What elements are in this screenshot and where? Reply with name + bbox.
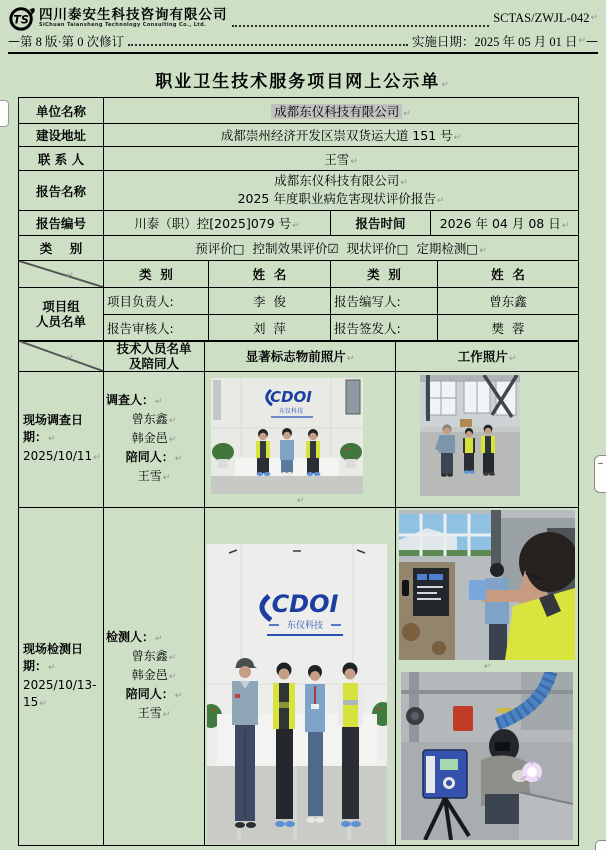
- letterhead-row-2: [8, 32, 598, 50]
- paragraph-mark-icon: ↵: [162, 710, 171, 720]
- paragraph-mark-icon: ↵: [48, 662, 56, 673]
- category-options-cell: [104, 236, 579, 261]
- landmark-photo-header-cell: [205, 341, 396, 372]
- page-title: [0, 67, 606, 92]
- detection-date-cell: [19, 508, 104, 846]
- report-time-label-cell: [331, 211, 431, 236]
- detection-date-label-line1: 现场检测日: [23, 641, 84, 656]
- unit-name-value: 成都东仪科技有限公司: [271, 104, 402, 119]
- work-photo-header: 工作照片: [457, 349, 508, 364]
- report-no-label-cell: [19, 211, 104, 236]
- paragraph-mark-icon: ↵: [400, 177, 408, 188]
- team-header-name-2-text: 姓 名: [491, 266, 525, 282]
- row-report-no: [19, 211, 579, 236]
- detection-row: [19, 508, 579, 846]
- team-header-category-2-text: 类 别: [367, 266, 401, 282]
- report-no-value: 川泰（职）控[2025]079 号: [134, 216, 292, 231]
- paragraph-mark-icon: ↵: [590, 13, 598, 23]
- paragraph-mark-icon: ↵: [350, 156, 358, 167]
- letterhead-row-1: [8, 5, 598, 31]
- survey-work-photo-cell: [396, 372, 579, 508]
- implementation-date: 实施日期：2025 年 05 月 01 日: [411, 35, 578, 49]
- survey-work-photo: [420, 375, 520, 496]
- paragraph-mark-icon: ↵: [403, 108, 411, 119]
- revision-text: 第 8 版·第 0 次修订: [20, 35, 125, 49]
- detection-date-label-line2: 期：: [23, 658, 48, 673]
- paragraph-mark-icon: ↵: [155, 397, 163, 407]
- detection-role-label: 检测人：: [106, 630, 155, 644]
- survey-date-label-line1: 现场调查日: [23, 413, 84, 427]
- paragraph-mark-icon: ↵: [453, 133, 462, 143]
- team-r1-cat2-cell: [331, 287, 438, 314]
- detection-work-photos: [396, 508, 578, 840]
- paragraph-mark-icon: ↵: [479, 246, 487, 256]
- paragraph-mark-icon: ↵: [174, 691, 183, 701]
- survey-date-label-line2: 期：: [23, 430, 48, 444]
- paragraph-mark-icon: ↵: [561, 221, 570, 231]
- paragraph-mark-icon: ↵: [39, 698, 47, 709]
- detection-work-photo-1: [399, 510, 575, 660]
- detection-escort-name: 王雪: [137, 706, 162, 720]
- contact-label: 联 系 人: [37, 151, 85, 167]
- survey-date-value: 2025/10/11: [23, 449, 93, 463]
- survey-landmark-photo-cell: [205, 372, 396, 508]
- paragraph-mark-icon: ↵: [483, 662, 492, 672]
- report-no-label: 报告编号: [35, 216, 86, 231]
- paragraph-mark-icon: ↵: [48, 434, 56, 444]
- team-r1-cat1-cell: [104, 287, 209, 314]
- row-category: [19, 236, 579, 261]
- address-label: 建设地址: [35, 128, 86, 143]
- paragraph-mark-icon: ↵: [296, 496, 305, 506]
- report-time-label: 报告时间: [355, 216, 406, 231]
- cdoi-logo-subtext: 东仪科技: [278, 408, 304, 415]
- survey-people-block: [106, 392, 202, 487]
- row-address: [19, 124, 579, 147]
- photo-header-row: [19, 341, 579, 372]
- team-r1-name1-cell: [209, 287, 331, 314]
- team-table: [18, 260, 579, 342]
- paragraph-mark-icon: ↵: [155, 634, 163, 644]
- paragraph-mark-icon: ↵: [162, 473, 171, 483]
- cdoi-logo-text: CDOI: [270, 388, 312, 406]
- project-leader-label: 项目负责人:: [107, 293, 174, 309]
- letterhead: [8, 0, 598, 54]
- team-header-row: [19, 260, 579, 287]
- detection-work-photo-cell: [396, 508, 579, 846]
- report-time-value: 2026 年 04 月 08 日: [439, 216, 561, 231]
- team-r2-cat2-cell: [331, 314, 438, 341]
- info-table: [18, 97, 579, 261]
- report-name-line2: 2025 年度职业病危害现状评价报告: [237, 190, 436, 206]
- detection-member-2: 韩金邑: [131, 668, 168, 682]
- logo-monogram: TS: [13, 13, 29, 27]
- team-header-category-1-text: 类 别: [139, 266, 173, 282]
- cdoi-logo-text: CDOI: [271, 590, 339, 618]
- category-label: 类 别: [39, 241, 83, 256]
- report-name-label: 报告名称: [35, 183, 86, 199]
- paragraph-mark-icon: ↵: [441, 80, 451, 90]
- left-rule-dash: —: [8, 34, 20, 48]
- staff-header-line2: 及陪同人: [128, 356, 179, 371]
- detection-date-value: 2025/10/13-15: [23, 677, 97, 709]
- detection-landmark-photo: [207, 544, 387, 844]
- row-contact: [19, 147, 579, 171]
- contact-label-cell: [19, 147, 104, 171]
- address-label-cell: [19, 124, 104, 147]
- paragraph-mark-icon: ↵: [168, 653, 177, 663]
- staff-header-line1: 技术人员名单: [116, 341, 192, 356]
- paragraph-mark-icon: ↵: [508, 354, 517, 364]
- contact-value-cell: [104, 147, 579, 171]
- team-group-label-line2: 人员名单: [35, 314, 86, 329]
- detection-people-block: [106, 629, 202, 724]
- team-r2-name1-cell: [209, 314, 331, 341]
- category-options: 预评价□ 控制效果评价☑ 现状评价□ 定期检测□: [195, 241, 479, 256]
- report-reviewer-label: 报告审核人:: [107, 320, 174, 336]
- survey-escort-name: 王雪: [137, 469, 162, 483]
- survey-role-label: 调查人：: [106, 393, 155, 407]
- paragraph-mark-icon: ↵: [66, 270, 74, 281]
- company-brand: [39, 8, 228, 28]
- photo-table: [18, 340, 579, 846]
- report-name-label-cell: [19, 171, 104, 211]
- company-logo-icon: [8, 5, 36, 31]
- report-writer-label: 报告编写人:: [334, 293, 401, 309]
- team-r1-name2-cell: [438, 287, 579, 314]
- team-group-label-cell: [19, 287, 104, 341]
- team-row-1: [19, 287, 579, 314]
- detection-people-cell: [104, 508, 205, 846]
- survey-date-cell: [19, 372, 104, 508]
- detection-escort-label: 陪同人：: [125, 687, 174, 701]
- dotted-leader: [128, 44, 408, 46]
- paragraph-mark-icon: ↵: [168, 672, 177, 682]
- page-title-text: 职业卫生技术服务项目网上公示单: [155, 72, 441, 92]
- team-r2-cat1-cell: [104, 314, 209, 341]
- survey-people-cell: [104, 372, 205, 508]
- report-reviewer-name: 刘 萍: [253, 320, 286, 336]
- team-group-label-line1: 项目组: [42, 299, 80, 314]
- row-report-name: [19, 171, 579, 211]
- report-signer-name: 樊 蓉: [491, 320, 525, 336]
- address-value: 成都崇州经济开发区崇双货运大道 151 号: [220, 128, 453, 143]
- report-name-value-cell: [104, 171, 579, 211]
- paragraph-mark-icon: ↵: [436, 195, 445, 206]
- detection-landmark-photo-cell: [205, 508, 396, 846]
- survey-member-1: 曾东鑫: [131, 412, 168, 426]
- report-time-value-cell: [431, 211, 579, 236]
- work-photo-header-cell: [396, 341, 579, 372]
- survey-row: [19, 372, 579, 508]
- detection-work-photo-2: [401, 672, 573, 840]
- survey-member-2: 韩金邑: [131, 431, 168, 445]
- report-writer-name: 曾东鑫: [489, 293, 527, 309]
- paragraph-mark-icon: ↵: [168, 435, 177, 445]
- document-code: SCTAS/ZWJL-042: [493, 10, 590, 25]
- team-diagonal-cell: [19, 260, 104, 287]
- unit-name-label: 单位名称: [35, 103, 86, 119]
- detection-member-1: 曾东鑫: [131, 649, 168, 663]
- team-header-name-1: [209, 260, 331, 287]
- contact-value: 王雪: [324, 151, 350, 167]
- report-no-value-cell: [104, 211, 331, 236]
- team-r2-name2-cell: [438, 314, 579, 341]
- survey-landmark-photo: [211, 378, 363, 494]
- survey-escort-label: 陪同人：: [125, 450, 174, 464]
- paragraph-mark-icon: ↵: [174, 454, 183, 464]
- category-label-cell: [19, 236, 104, 261]
- paragraph-mark-icon: ↵: [578, 36, 586, 46]
- survey-date-block: [21, 412, 101, 467]
- side-panel-button[interactable]: [594, 455, 606, 493]
- team-header-category-2: [331, 260, 438, 287]
- project-leader-name: 李 俊: [253, 293, 286, 309]
- report-name-line1: 成都东仪科技有限公司: [274, 172, 400, 188]
- cdoi-logo-subtext: 东仪科技: [286, 621, 324, 631]
- paragraph-mark-icon: ↵: [292, 221, 300, 231]
- paragraph-mark-icon: ↵: [93, 453, 101, 463]
- paragraph-mark-icon: ↵: [66, 353, 74, 363]
- team-header-name-1-text: 姓 名: [252, 266, 287, 282]
- diagonal-line-icon: [19, 341, 103, 371]
- paragraph-mark-icon: ↵: [168, 416, 177, 426]
- address-value-cell: [104, 124, 579, 147]
- photo-diagonal-cell: [19, 341, 104, 372]
- company-name-en: SiChuan Taiansheng Technology Consulting Co., Ltd.: [39, 22, 207, 28]
- staff-header-cell: [104, 341, 205, 372]
- unit-name-label-cell: [19, 98, 104, 124]
- left-margin-tab[interactable]: [0, 100, 9, 127]
- paragraph-mark-icon: ↵: [346, 354, 355, 364]
- team-header-name-2: [438, 260, 579, 287]
- right-rule-dash: —: [586, 34, 598, 48]
- company-name-cn: 四川泰安生科技咨询有限公司: [39, 7, 228, 23]
- landmark-photo-header: 显著标志物前照片: [245, 349, 346, 364]
- detection-date-block: [21, 641, 101, 713]
- corner-widget[interactable]: [595, 840, 606, 850]
- diagonal-line-icon: [19, 261, 103, 287]
- row-unit-name: [19, 98, 579, 124]
- dotted-leader: [232, 25, 490, 27]
- team-header-category-1: [104, 260, 209, 287]
- report-signer-label: 报告签发人:: [334, 320, 401, 336]
- form-body: [18, 97, 578, 846]
- unit-name-value-cell: [104, 98, 579, 124]
